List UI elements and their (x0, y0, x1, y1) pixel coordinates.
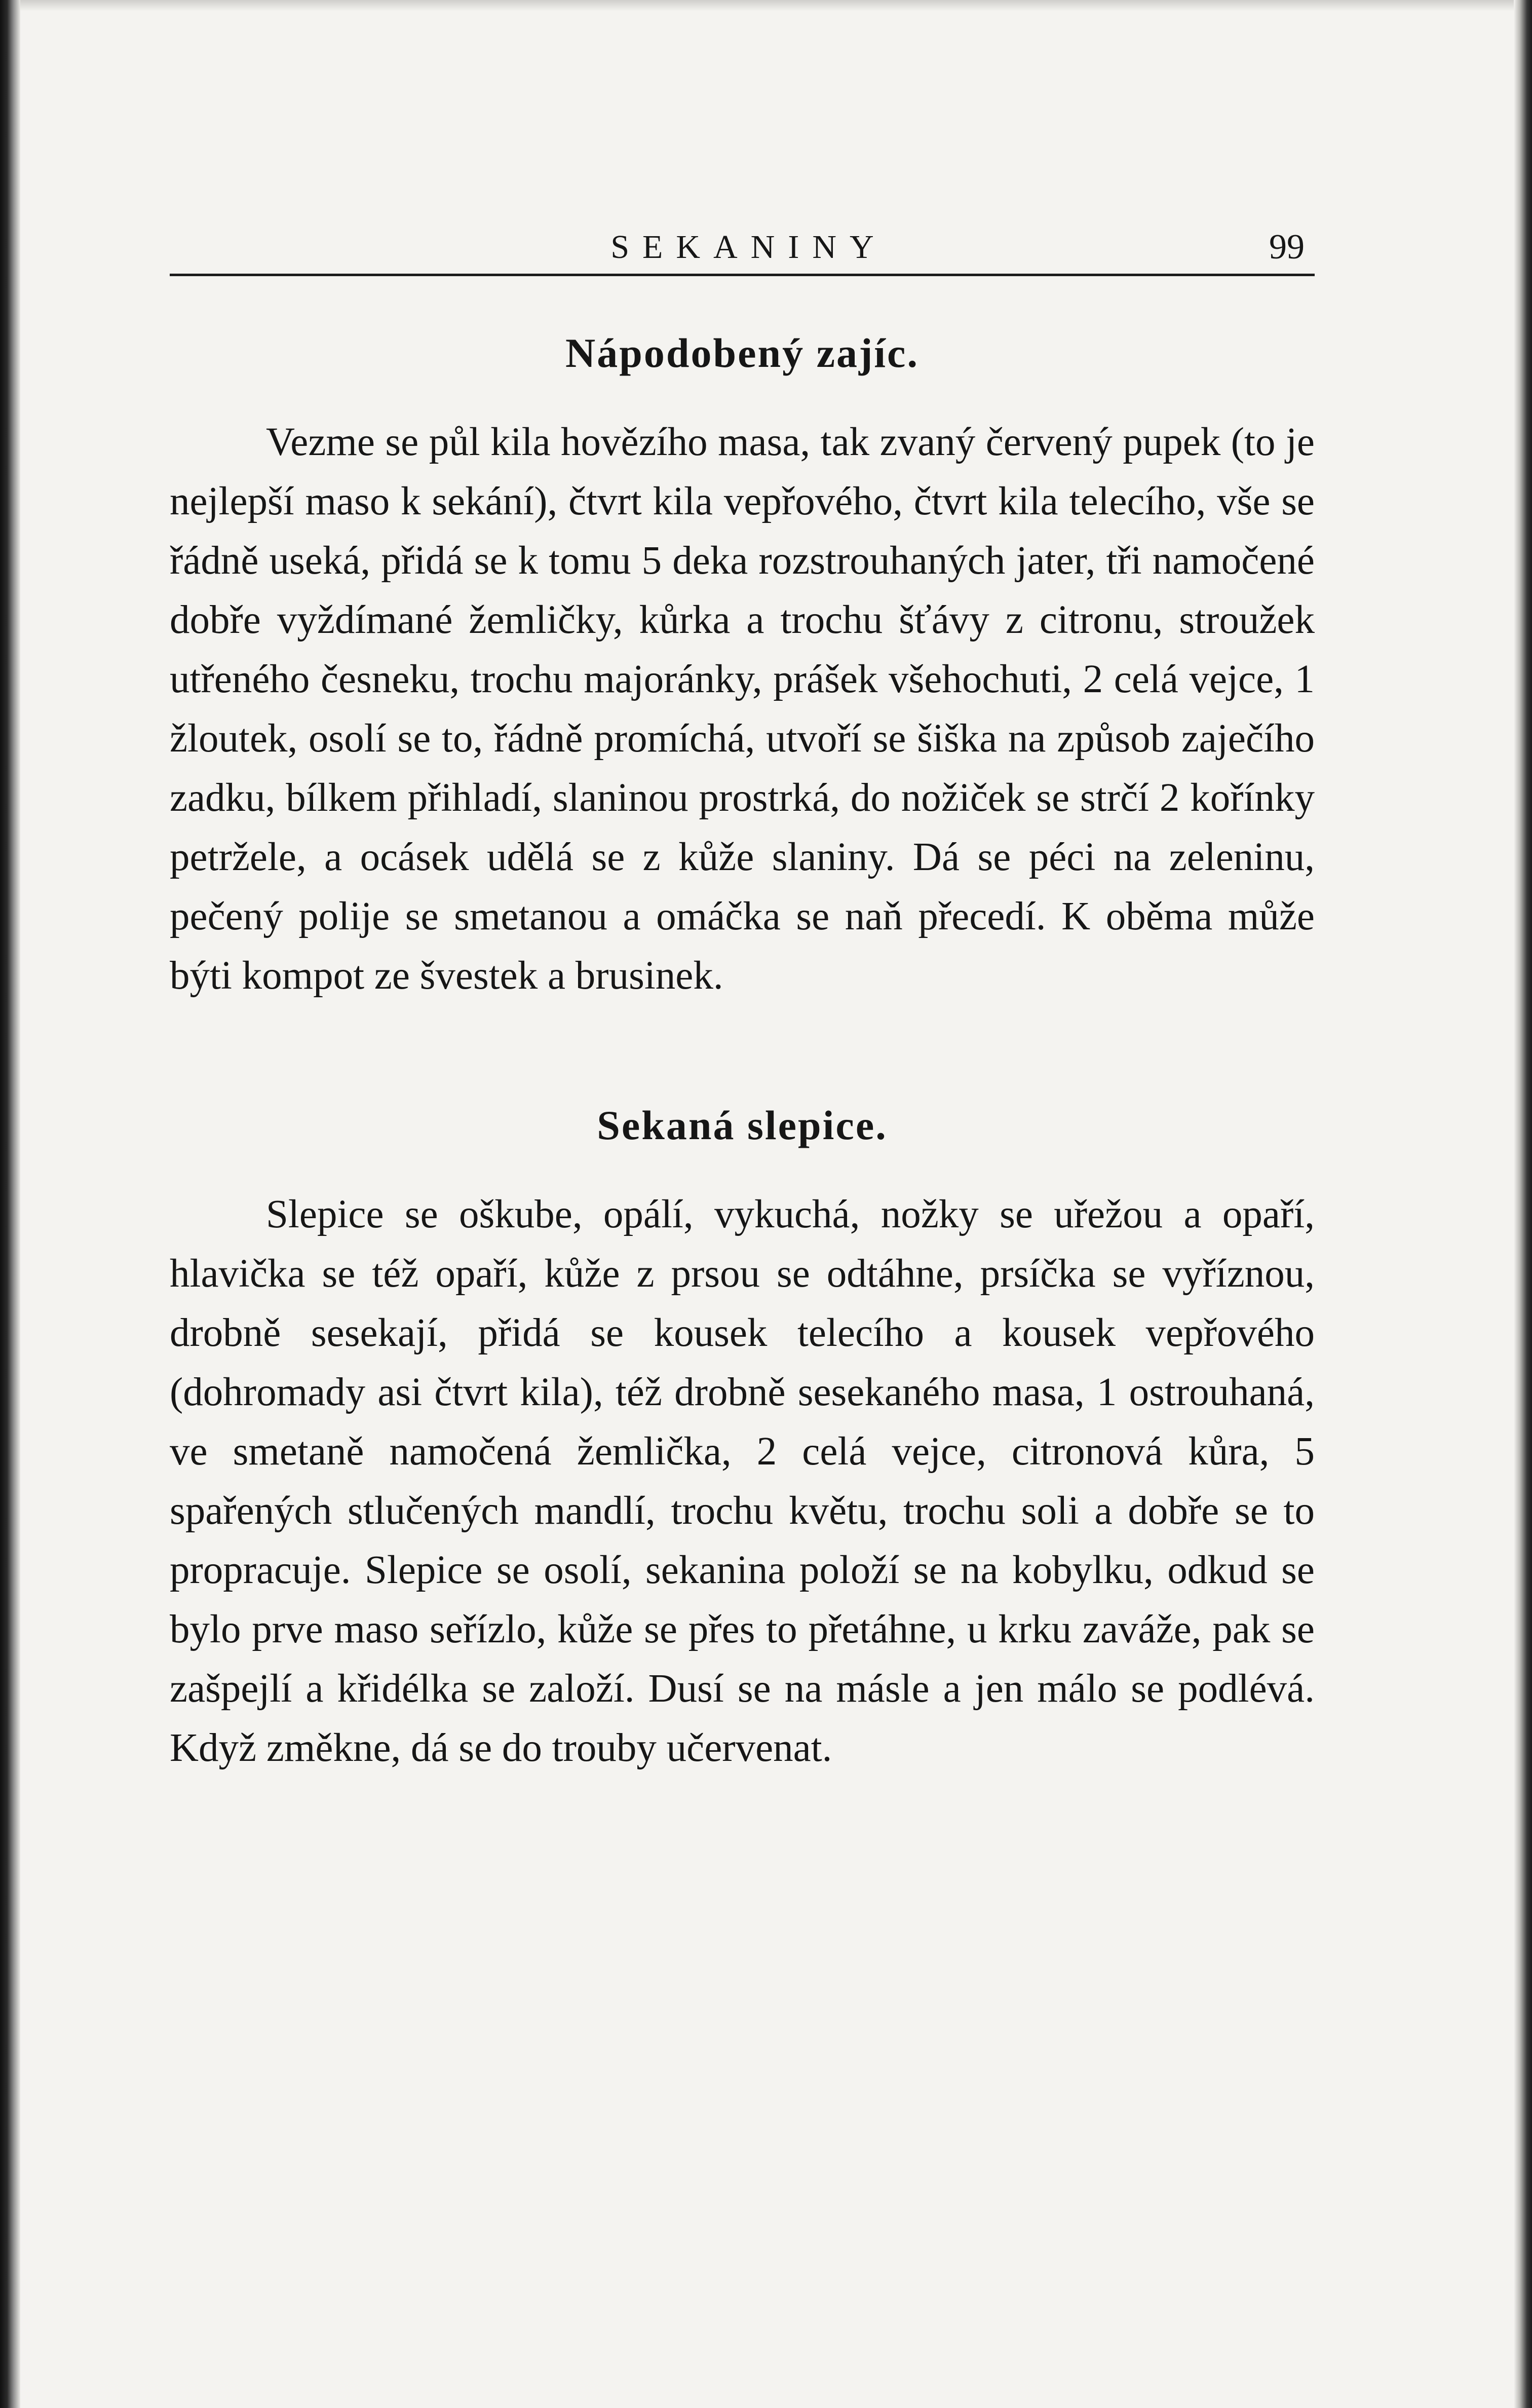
scan-edge-top (0, 0, 1532, 11)
scan-edge-left (0, 0, 20, 2408)
recipe-text-napodobeny-zajic: Vezme se půl kila hovězího masa, tak zvaný červený pupek (to je nejlepší maso k sekání), čtvrt kila vepřového, čtvrt kila telecího, vše se řádně useká, přidá se k tomu 5 deka rozstrouhaných jater, tři namočené dobře vyždímané žemličky, kůrka a trochu šťávy z citronu, stroužek utřeného česneku, trochu majoránky, prášek všehochuti, 2 celá vejce, 1 žloutek, osolí se to, řádně promíchá, utvoří se šiška na způsob zaječího zadku, bílkem přihladí, slaninou prostrká, do nožiček se strčí 2 kořínky petržele, a ocásek udělá se z kůže slaniny. Dá se péci na zeleninu, pečený polije se smetanou a omáčka se naň přecedí. K oběma může býti kompot ze švestek a brusinek. (170, 420, 1315, 998)
scan-edge-right (1514, 0, 1532, 2408)
header-rule (170, 274, 1315, 276)
recipe-title-sekana-slepice: Sekaná slepice. (597, 1102, 888, 1148)
recipe-text-sekana-slepice: Slepice se oškube, opálí, vykuchá, nožky se uřežou a opaří, hlavička se též opaří, kůže z prsou se odtáhne, prsíčka se vyříznou, drobně sesekají, přidá se kousek telecího a kousek vepřového (dohromady asi čtvrt kila), též drobně sesekaného masa, 1 ostrouhaná, ve smetaně namočená žemlička, 2 celá vejce, citronová kůra, 5 spařených stlučených mandlí, trochu květu, trochu soli a dobře se to propracuje. Slepice se osolí, sekanina položí se na kobylku, odkud se bylo prve maso seřízlo, kůže se přes to přetáhne, u krku zaváže, pak se zašpejlí a křidélka se založí. Dusí se na másle a jen málo se podlévá. Když změkne, dá se do trouby učervenat. (170, 1192, 1315, 1770)
page-number: 99 (1269, 228, 1305, 267)
book-page (170, 223, 1315, 1778)
running-head-title: SEKANINY (610, 229, 887, 266)
running-head (170, 223, 1315, 279)
recipe-title-napodobeny-zajic: Nápodobený zajíc. (565, 330, 919, 376)
